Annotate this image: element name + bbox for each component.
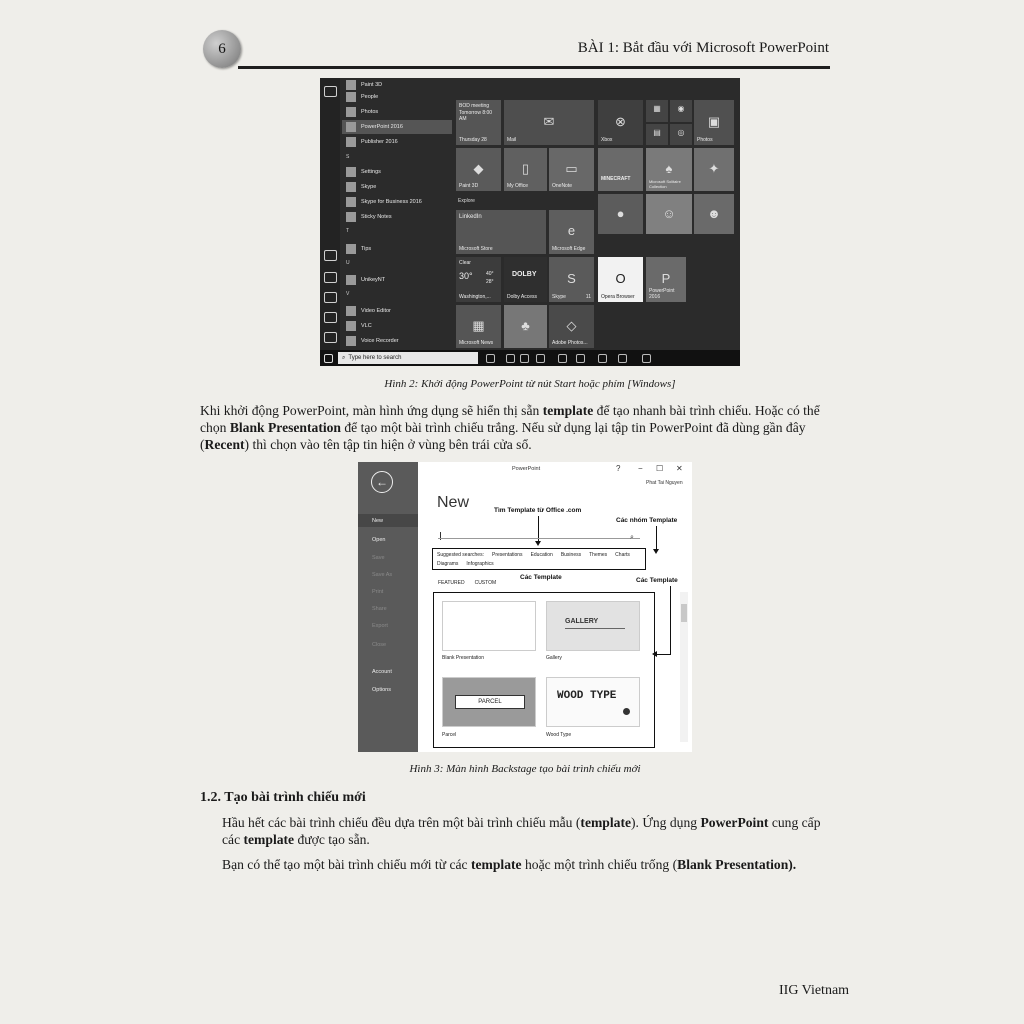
mic-icon[interactable] [486, 354, 495, 363]
help-button[interactable]: ? [616, 464, 621, 473]
bold-run: template [470, 857, 522, 872]
figure1-caption: Hình 2: Khởi động PowerPoint từ nút Start hoặc phím [Windows] [384, 378, 676, 390]
start-menu-app-list [342, 78, 452, 350]
pictures-icon[interactable] [324, 292, 337, 303]
figure-backstage [358, 462, 692, 752]
annotation-office: Tìm Template từ Office .com [494, 507, 582, 514]
suggested-search-link[interactable]: Charts [615, 552, 630, 558]
suggested-label: Suggested searches: [437, 552, 484, 558]
template-woodtype[interactable] [546, 677, 640, 727]
mickey-icon: ♣ [521, 317, 530, 333]
search-icon[interactable]: ⌕ [630, 534, 634, 541]
template-tab[interactable]: FEATURED [438, 580, 465, 586]
tile-powerpoint-label: PowerPoint 2016 [649, 288, 675, 300]
tile-calendar-date: Thursday 28 [459, 137, 487, 143]
tile-skype-count: 11 [585, 294, 591, 300]
suggested-search-link[interactable]: Presentations [491, 552, 523, 558]
character-icon: ☺ [662, 206, 676, 221]
app-label: PowerPoint 2016 [361, 124, 403, 130]
tile-photos-label: Photos [697, 137, 713, 143]
edge-icon: e [567, 223, 576, 239]
app-label: Video Editor [361, 308, 391, 314]
bold-run: Recent [204, 437, 245, 452]
tile-calendar-time: Tomorrow 8:00 AM [459, 110, 493, 122]
app-icon [346, 107, 356, 117]
app-label: UnikeyNT [361, 277, 386, 283]
tile-game-3[interactable] [646, 194, 692, 234]
footer-publisher: IIG Vietnam [779, 983, 850, 998]
bold-run: template [580, 815, 632, 830]
section-para2 [222, 857, 796, 873]
template-label: Blank Presentation [442, 655, 484, 661]
figure2-caption: Hình 3: Màn hình Backstage tạo bài trình chiếu mới [409, 763, 641, 775]
template-parcel[interactable] [442, 677, 536, 727]
annotation-templates: Các Template [520, 574, 562, 581]
text-run: để tạo một bài trình chiếu trắng. Nếu sử dụng lại tập tin PowerPoint đã dùng gần đây [340, 420, 806, 435]
paragraph-intro-line1 [200, 403, 820, 419]
tile-linkedin-store[interactable] [456, 210, 546, 254]
window-title: PowerPoint [512, 466, 541, 472]
app-label: People [361, 94, 379, 100]
template-title-text: PARCEL [455, 695, 525, 709]
calculator-icon: ▤ [653, 128, 661, 138]
restore-button[interactable]: ☐ [656, 464, 664, 473]
hamburger-icon[interactable] [324, 86, 337, 97]
backstage-nav-item[interactable]: Print [372, 589, 384, 595]
mail-icon: ✉ [543, 113, 555, 129]
app-label: Voice Recorder [361, 338, 399, 344]
start-menu-rail [320, 78, 340, 366]
gallery-scrollbar[interactable] [680, 592, 688, 742]
windows-start-icon[interactable] [324, 354, 333, 363]
dolby-logo: DOLBY [512, 271, 537, 278]
app-icon [346, 122, 356, 132]
app-icon [346, 244, 356, 254]
app-label: Photos [361, 109, 379, 115]
start-menu-letter-header[interactable]: T [346, 228, 350, 234]
start-menu-app-item[interactable] [346, 304, 391, 318]
app-label: Skype [361, 184, 377, 190]
tile-photos[interactable] [694, 100, 734, 145]
suggested-row [437, 561, 502, 567]
text-run: ) thì chọn vào tên tập tin hiện ở vùng bên trái cửa sổ. [244, 437, 532, 452]
template-tabs [438, 580, 506, 586]
suggested-search-link[interactable]: Business [560, 552, 582, 558]
annotation-arrow [656, 526, 657, 550]
tile-dolby-label: Dolby Access [507, 294, 538, 300]
back-arrow-icon[interactable]: ← [371, 471, 393, 493]
documents-icon[interactable] [324, 272, 337, 283]
tile-onenote-label: OneNote [552, 183, 573, 189]
annotation-line [670, 586, 671, 654]
xbox-icon: ⊗ [615, 113, 626, 129]
app-icon [346, 80, 356, 90]
start-menu-app-item[interactable] [346, 273, 385, 287]
powerpoint-icon: P [661, 270, 671, 286]
tile-paint3d-label: Paint 3D [459, 183, 479, 189]
backstage-nav-item[interactable]: Options [372, 687, 391, 693]
tile-calendar[interactable] [456, 100, 501, 145]
user-icon[interactable] [324, 250, 337, 261]
tile-linkedin-label: LinkedIn [459, 214, 482, 220]
skype-icon: S [567, 270, 576, 286]
bold-run: template [243, 832, 295, 847]
bold-run: template [542, 403, 594, 418]
start-menu-letter-header[interactable]: U [346, 260, 350, 266]
tile-opera[interactable] [598, 257, 643, 302]
taskbar-search-placeholder: Type here to search [348, 355, 402, 361]
chrome-taskbar-icon[interactable] [576, 354, 585, 363]
annotation-arrow [656, 654, 671, 655]
annotation-groups: Các nhóm Template [616, 517, 678, 524]
start-menu-app-item[interactable] [346, 210, 392, 224]
backstage-sidebar [358, 462, 418, 752]
template-tab[interactable]: CUSTOM [474, 580, 497, 586]
power-icon[interactable] [324, 332, 337, 343]
suggested-searches-box [432, 548, 646, 570]
start-menu-app-item[interactable] [346, 334, 399, 348]
firefox-taskbar-icon[interactable] [642, 354, 651, 363]
template-line [565, 628, 625, 629]
start-menu-app-item[interactable] [346, 135, 398, 149]
backstage-heading: New [437, 494, 470, 511]
suggested-search-link[interactable]: Diagrams [437, 561, 459, 567]
tile-msstore-label: Microsoft Store [459, 246, 493, 252]
tile-game-4[interactable] [694, 194, 734, 234]
office-icon: ▯ [521, 160, 530, 176]
start-menu-app-item[interactable] [346, 195, 422, 209]
template-search-input[interactable] [438, 538, 640, 539]
tile-opera-label: Opera Browser [601, 294, 635, 300]
music-icon: ◉ [677, 104, 685, 114]
opera-icon: O [615, 270, 626, 286]
bold-run: Blank Presentation). [677, 857, 797, 872]
suggested-search-link[interactable]: Themes [589, 552, 608, 558]
tile-powerpoint[interactable] [646, 257, 686, 302]
scrollbar-thumb[interactable] [681, 604, 687, 622]
app-icon [346, 336, 356, 346]
tile-myoffice-label: My Office [507, 183, 529, 189]
app-label: Skype for Business 2016 [361, 199, 422, 205]
tile-solitaire-label: Microsoft Solitaire Collection [649, 179, 681, 189]
text-run: Khi khởi động PowerPoint, màn hình ứng dụng sẽ hiển thị sẵn [200, 403, 543, 418]
onenote-icon: ▭ [565, 160, 578, 176]
tile-paint3d[interactable] [456, 148, 501, 191]
backstage-nav-item[interactable]: Share [372, 606, 387, 612]
tile-edge-label: Microsoft Edge [552, 246, 586, 252]
settings-icon[interactable] [324, 312, 337, 323]
tile-xbox-label: Xbox [601, 137, 613, 143]
text-run: Hầu hết các bài trình chiếu đều dựa trên một bài trình chiếu mẫu ( [222, 815, 581, 830]
template-dot [623, 708, 630, 715]
tile-weather[interactable] [456, 257, 501, 302]
tile-mail[interactable] [504, 100, 594, 145]
app-icon [346, 321, 356, 331]
adobe-icon: ◇ [566, 317, 577, 333]
tile-game-2[interactable] [598, 194, 643, 234]
tile-solitaire[interactable] [646, 148, 692, 191]
paint3d-icon: ◆ [473, 160, 484, 176]
minimize-button[interactable]: − [638, 464, 643, 473]
text-run: để tạo nhanh bài trình chiếu. Hoặc có thể [593, 403, 820, 418]
tile-myoffice[interactable] [504, 148, 547, 191]
store-taskbar-icon[interactable] [598, 354, 607, 363]
taskbar [320, 350, 740, 366]
template-label: Gallery [546, 655, 562, 661]
text-run: hoặc một trình chiếu trống ( [521, 857, 678, 872]
tile-small-1[interactable] [646, 100, 668, 122]
text-run: cung cấp [768, 815, 821, 830]
page-number-badge: 6 [203, 30, 241, 68]
paragraph-intro-line3 [200, 437, 532, 453]
template-gallery-item[interactable] [546, 601, 640, 651]
backstage-nav-item[interactable]: Open [372, 537, 386, 543]
suggested-search-link[interactable]: Education [530, 552, 553, 558]
backstage-nav-item[interactable]: New [372, 518, 384, 524]
section-heading: 1.2. Tạo bài trình chiếu mới [200, 790, 366, 805]
tile-small-2[interactable] [670, 100, 692, 122]
tile-group-explore: Explore [458, 198, 475, 204]
app-icon [346, 275, 356, 285]
figure-start-menu [320, 78, 740, 366]
tile-small-3[interactable] [646, 124, 668, 145]
start-menu-letter-header[interactable]: S [346, 154, 350, 160]
backstage-nav-item[interactable]: Save [372, 555, 385, 561]
app-icon [346, 137, 356, 147]
user-name[interactable]: Phat Tai Nguyen [646, 480, 683, 486]
start-menu-app-item[interactable] [346, 180, 376, 194]
tile-skype-label: Skype [552, 294, 566, 300]
start-menu-app-item[interactable] [346, 105, 378, 119]
chapter-title: BÀI 1: Bắt đầu với Microsoft PowerPoint [577, 40, 829, 56]
app-icon [346, 182, 356, 192]
start-menu-app-item[interactable] [346, 90, 378, 104]
bold-run: PowerPoint [700, 815, 769, 830]
suggested-search-link[interactable]: Infographics [466, 561, 494, 567]
weather-city: Washington,... [459, 294, 491, 300]
start-menu-app-item[interactable] [346, 319, 372, 333]
app-icon [346, 92, 356, 102]
tile-minecraft-label: MINECRAFT [601, 176, 631, 182]
tile-skype[interactable] [549, 257, 594, 302]
tile-game-1[interactable] [694, 148, 734, 191]
start-menu-letter-header[interactable]: V [346, 291, 350, 297]
app-label: Settings [361, 169, 381, 175]
text-run: chọn [200, 420, 230, 435]
backstage-nav-item[interactable]: Export [372, 623, 388, 629]
explorer-taskbar-icon[interactable] [558, 354, 567, 363]
task-view-icon[interactable] [506, 354, 515, 363]
sidebar-selection [358, 514, 418, 527]
tile-small-4[interactable] [670, 124, 692, 145]
app-label: Tips [361, 246, 372, 252]
tile-adobe-label: Adobe Photos... [552, 340, 588, 346]
tile-dolby[interactable] [504, 257, 547, 302]
header-rule [238, 66, 830, 69]
store-icon: ▦ [653, 104, 661, 114]
template-title-text: GALLERY [565, 618, 599, 625]
close-button[interactable]: ✕ [676, 464, 683, 473]
annotation-templates-right: Các Template [636, 577, 678, 584]
weather-condition: Clear [459, 260, 471, 266]
app-label: Publisher 2016 [361, 139, 398, 145]
start-menu-app-item[interactable] [342, 120, 452, 134]
template-label: Parcel [442, 732, 457, 738]
template-blank[interactable] [442, 601, 536, 651]
taskbar-search-input[interactable] [338, 352, 478, 364]
weather-low: 28° [486, 279, 494, 285]
edge-taskbar-icon[interactable] [536, 354, 545, 363]
cards-icon: ♠ [665, 160, 673, 176]
text-run: được tạo sẵn. [294, 832, 370, 847]
suggested-row [437, 552, 638, 558]
news-icon: ▦ [472, 317, 485, 333]
start-menu-app-item[interactable] [346, 242, 371, 256]
app-icon [346, 197, 356, 207]
tile-mail-label: Mail [507, 137, 517, 143]
app-label: Sticky Notes [361, 214, 392, 220]
app-label: VLC [361, 323, 372, 329]
backstage-nav-item[interactable]: Close [372, 642, 387, 648]
app-label: Paint 3D [361, 82, 383, 88]
tile-news-label: Microsoft News [459, 340, 494, 346]
weather-high: 40° [486, 271, 494, 277]
template-gallery [433, 592, 655, 748]
text-run: ). Ứng dụng [631, 815, 701, 830]
text-run: các [222, 832, 244, 847]
app-icon [346, 306, 356, 316]
section-para1-line2 [222, 832, 370, 848]
tile-news[interactable] [456, 305, 501, 348]
game-icon: ✦ [708, 160, 720, 176]
backstage-nav-item[interactable]: Save As [372, 572, 393, 578]
tile-onenote[interactable] [549, 148, 594, 191]
search-icon: ⌕ [342, 354, 346, 361]
character-icon: ☻ [707, 206, 721, 221]
tile-edge[interactable] [549, 210, 594, 254]
text-run: ( [200, 437, 205, 452]
tile-disney[interactable] [504, 305, 547, 348]
app-icon [346, 167, 356, 177]
paragraph-intro-line2 [200, 420, 806, 436]
camera-icon: ◎ [677, 128, 685, 138]
app-icon [346, 212, 356, 222]
weather-temp: 30° [459, 271, 473, 281]
tile-minecraft[interactable] [598, 148, 643, 191]
photos-icon: ▣ [707, 113, 721, 129]
backstage-nav-item[interactable]: Account [372, 669, 392, 675]
section-para1-line1 [222, 815, 821, 831]
template-title-text: WOOD TYPE [557, 690, 617, 702]
tile-adobe[interactable] [549, 305, 594, 348]
cortana-icon[interactable] [520, 354, 529, 363]
candy-icon: ● [616, 206, 625, 221]
tile-xbox[interactable] [598, 100, 643, 145]
start-menu-app-item[interactable] [346, 165, 381, 179]
tile-calendar-title: BOD meeting [459, 103, 490, 109]
template-label: Wood Type [546, 732, 572, 738]
bold-run: Blank Presentation [229, 420, 341, 435]
app-taskbar-icon[interactable] [618, 354, 627, 363]
text-run: Bạn có thể tạo một bài trình chiếu mới từ các [222, 857, 471, 872]
